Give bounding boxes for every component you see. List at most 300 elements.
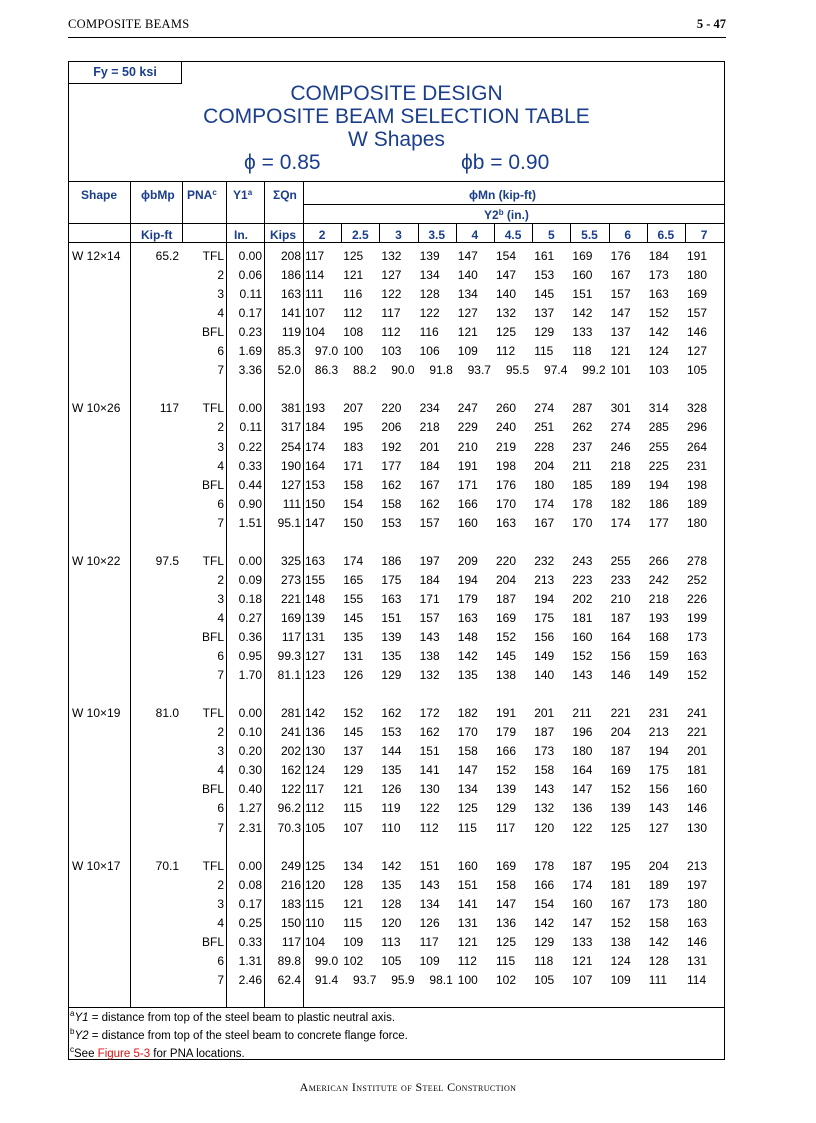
qn-cell: 202	[280, 744, 301, 759]
moment-cell: 86.3	[314, 363, 339, 378]
moment-cell: 197	[687, 877, 708, 892]
moment-cell: 149	[534, 649, 555, 664]
moment-cell: 141	[419, 763, 440, 778]
y1-cell: 0.33	[238, 458, 262, 473]
moment-cell: 163	[305, 553, 326, 568]
moment-cell: 213	[687, 858, 708, 873]
moment-cell: 127	[305, 649, 326, 664]
moment-cell: 151	[572, 287, 593, 302]
pna-cell: 2	[217, 572, 224, 587]
moment-cell: 168	[648, 630, 669, 644]
moment-cell: 115	[305, 896, 325, 911]
moment-cell: 148	[305, 591, 326, 606]
moment-cell: 134	[419, 896, 440, 911]
moment-cell: 117	[419, 934, 439, 949]
moment-cell: 93.7	[467, 363, 491, 378]
moment-cell: 152	[496, 763, 517, 778]
moment-cell: 129	[496, 801, 517, 816]
moment-cell: 204	[534, 458, 555, 473]
moment-cell: 180	[572, 744, 593, 759]
phi-factor: ϕ = 0.85	[244, 151, 321, 174]
moment-cell: 246	[610, 439, 631, 454]
moment-cell: 135	[381, 763, 402, 778]
y2-header-value: 3	[395, 228, 402, 242]
moment-cell: 125	[305, 858, 326, 873]
running-head-title: COMPOSITE BEAMS	[68, 17, 190, 31]
y2-header-value: 3.5	[428, 228, 446, 242]
moment-cell: 220	[496, 553, 517, 568]
pna-cell: 7	[217, 515, 224, 530]
moment-cell: 140	[457, 268, 478, 283]
footnote-b-mark: b	[70, 1026, 75, 1036]
moment-cell: 128	[343, 877, 364, 892]
moment-cell: 103	[648, 363, 669, 378]
moment-cell: 147	[572, 915, 593, 930]
moment-cell: 197	[419, 553, 440, 568]
moment-cell: 243	[572, 553, 593, 568]
moment-cell: 131	[457, 915, 478, 930]
moment-cell: 133	[572, 934, 593, 949]
moment-cell: 102	[343, 953, 364, 968]
moment-cell: 262	[572, 420, 593, 435]
moment-cell: 231	[648, 706, 669, 721]
moment-cell: 155	[305, 572, 326, 587]
footnote-b-symbol: Y2	[74, 1029, 89, 1042]
moment-cell: 232	[534, 553, 555, 568]
pna-cell: 7	[217, 668, 224, 683]
moment-cell: 145	[343, 725, 364, 740]
pna-cell: TFL	[202, 553, 224, 568]
moment-cell: 143	[419, 877, 440, 892]
col-divider	[130, 181, 131, 1007]
moment-cell: 156	[534, 630, 555, 644]
moment-cell: 179	[496, 725, 517, 740]
moment-cell: 126	[343, 668, 364, 683]
moment-cell: 156	[610, 649, 631, 664]
moment-cell: 167	[419, 477, 440, 492]
moment-cell: 278	[687, 553, 708, 568]
moment-cell: 184	[305, 420, 326, 435]
y1-cell: 1.51	[238, 515, 262, 530]
pna-cell: 2	[217, 420, 224, 435]
moment-cell: 201	[419, 439, 440, 454]
moment-cell: 252	[687, 572, 708, 587]
footnote-b-text: = distance from top of the steel beam to concrete flange force.	[88, 1029, 408, 1042]
moment-cell: 167	[610, 268, 631, 283]
col-divider	[182, 181, 183, 223]
y1-cell: 0.23	[238, 325, 262, 340]
moment-cell: 170	[572, 515, 593, 530]
moment-cell: 90.0	[391, 363, 415, 378]
unit-in: In.	[234, 228, 248, 242]
moment-cell: 105	[305, 820, 326, 835]
moment-cell: 193	[648, 610, 669, 625]
moment-cell: 135	[381, 649, 402, 664]
moment-cell: 274	[610, 420, 631, 435]
phi-mp-value: 70.1	[155, 858, 179, 873]
moment-cell: 176	[610, 249, 631, 263]
pna-cell: 7	[217, 363, 224, 378]
qn-cell: 208	[280, 249, 301, 263]
moment-cell: 158	[648, 915, 669, 930]
moment-cell: 164	[610, 630, 631, 644]
moment-cell: 187	[496, 591, 517, 606]
moment-cell: 128	[419, 287, 440, 302]
moment-cell: 221	[610, 706, 631, 721]
moment-cell: 99.0	[314, 953, 339, 968]
y2-header-value: 7	[700, 228, 708, 242]
moment-cell: 328	[687, 401, 708, 416]
moment-cell: 213	[534, 572, 555, 587]
qn-cell: 96.2	[277, 801, 301, 816]
moment-cell: 160	[457, 858, 478, 873]
header-y1	[233, 188, 252, 202]
footnote-c-post: for PNA locations.	[150, 1047, 245, 1060]
rule-under-title	[69, 181, 724, 182]
qn-cell: 70.3	[277, 820, 301, 835]
moment-cell: 211	[572, 458, 592, 473]
y2-header-value: 4	[471, 228, 479, 242]
moment-cell: 130	[305, 744, 326, 759]
moment-cell: 107	[343, 820, 364, 835]
qn-cell: 150	[280, 915, 301, 930]
moment-cell: 163	[381, 591, 402, 606]
moment-cell: 93.7	[353, 972, 377, 987]
moment-cell: 159	[648, 649, 669, 664]
y1-cell: 0.40	[238, 782, 262, 797]
y2-header-value: 2	[318, 228, 326, 242]
qn-cell: 216	[280, 877, 301, 892]
moment-cell: 173	[687, 630, 708, 644]
moment-cell: 158	[343, 477, 364, 492]
moment-cell: 114	[687, 972, 707, 987]
moment-cell: 184	[648, 249, 669, 263]
moment-cell: 164	[305, 458, 326, 473]
footnote-b	[68, 1025, 725, 1043]
moment-cell: 139	[419, 249, 440, 263]
moment-cell: 194	[534, 591, 555, 606]
qn-cell: 162	[280, 763, 301, 778]
moment-cell: 143	[572, 668, 593, 683]
moment-cell: 191	[496, 706, 517, 721]
moment-cell: 105	[381, 953, 402, 968]
moment-cell: 132	[534, 801, 555, 816]
moment-cell: 154	[534, 896, 555, 911]
moment-cell: 201	[687, 744, 708, 759]
moment-cell: 167	[534, 515, 555, 530]
moment-cell: 129	[343, 763, 364, 778]
pna-cell: 3	[217, 896, 224, 911]
moment-cell: 115	[457, 820, 477, 835]
moment-cell: 218	[610, 458, 631, 473]
moment-cell: 225	[648, 458, 669, 473]
moment-cell: 99.2	[582, 363, 606, 378]
moment-cell: 174	[343, 553, 364, 568]
moment-cell: 157	[419, 610, 440, 625]
moment-cell: 177	[381, 458, 402, 473]
pna-cell: 6	[217, 344, 224, 359]
moment-cell: 124	[648, 344, 669, 359]
y1-cell: 0.30	[238, 763, 262, 778]
y1-cell: 1.70	[238, 668, 262, 683]
moment-cell: 101	[610, 363, 631, 378]
y1-cell: 0.27	[238, 610, 262, 625]
moment-cell: 122	[419, 801, 440, 816]
moment-cell: 132	[496, 306, 517, 321]
moment-cell: 124	[305, 763, 326, 778]
moment-cell: 119	[381, 801, 401, 816]
moment-cell: 130	[687, 820, 708, 835]
moment-cell: 163	[457, 610, 478, 625]
moment-cell: 154	[343, 496, 364, 511]
qn-cell: 117	[281, 630, 301, 644]
moment-cell: 109	[343, 934, 364, 949]
moment-cell: 107	[305, 306, 326, 321]
phi-mp-value: 81.0	[155, 706, 179, 721]
moment-cell: 198	[496, 458, 517, 473]
moment-cell: 127	[687, 344, 708, 359]
moment-cell: 210	[457, 439, 478, 454]
moment-cell: 221	[687, 725, 708, 740]
moment-cell: 157	[419, 515, 440, 530]
moment-cell: 122	[381, 287, 402, 302]
moment-cell: 194	[648, 477, 669, 492]
pna-cell: 3	[217, 287, 224, 302]
moment-cell: 228	[534, 439, 555, 454]
qn-cell: 169	[280, 610, 301, 625]
moment-cell: 126	[419, 915, 440, 930]
header-shape: Shape	[81, 188, 118, 202]
pna-cell: TFL	[202, 706, 224, 721]
y2-header-value: 5.5	[581, 228, 598, 242]
y1-cell: 0.11	[239, 420, 262, 435]
moment-cell: 180	[687, 515, 708, 530]
moment-cell: 139	[381, 630, 402, 644]
pna-cell: BFL	[201, 934, 224, 949]
moment-cell: 152	[572, 649, 593, 664]
moment-cell: 166	[534, 877, 555, 892]
moment-cell: 109	[419, 953, 440, 968]
moment-cell: 199	[687, 610, 708, 625]
moment-cell: 287	[572, 401, 593, 416]
y1-cell: 0.10	[238, 725, 262, 740]
moment-cell: 121	[343, 268, 364, 283]
moment-cell: 204	[648, 858, 669, 873]
moment-cell: 141	[457, 896, 478, 911]
pna-cell: 6	[217, 953, 224, 968]
y1-cell: 0.11	[239, 287, 262, 302]
moment-cell: 98.1	[429, 972, 453, 987]
moment-cell: 176	[496, 477, 517, 492]
moment-cell: 142	[572, 306, 593, 321]
moment-cell: 146	[610, 668, 631, 683]
moment-cell: 158	[534, 763, 555, 778]
y1-cell: 0.09	[238, 572, 262, 587]
moment-cell: 135	[381, 877, 402, 892]
title-line-3: W Shapes	[348, 128, 445, 151]
moment-cell: 178	[572, 496, 593, 511]
shape-designation: W 10×19	[72, 706, 121, 721]
y1-cell: 0.17	[238, 896, 262, 911]
qn-cell: 183	[280, 896, 301, 911]
moment-cell: 186	[648, 496, 669, 511]
moment-cell: 255	[648, 439, 669, 454]
qn-cell: 85.3	[277, 344, 301, 359]
moment-cell: 112	[419, 820, 439, 835]
pna-cell: 2	[217, 725, 224, 740]
pna-cell: TFL	[202, 249, 224, 263]
moment-cell: 181	[687, 763, 708, 778]
moment-cell: 129	[381, 668, 402, 683]
y1-cell: 3.36	[238, 363, 262, 378]
rule-above-units	[69, 223, 724, 224]
moment-cell: 153	[381, 725, 402, 740]
moment-cell: 102	[496, 972, 517, 987]
col-divider	[182, 223, 183, 242]
y1-cell: 0.08	[238, 877, 262, 892]
moment-cell: 174	[572, 877, 593, 892]
moment-cell: 211	[572, 706, 592, 721]
moment-cell: 185	[572, 477, 593, 492]
moment-cell: 175	[381, 572, 402, 587]
moment-cell: 181	[610, 877, 631, 892]
moment-cell: 174	[534, 496, 555, 511]
moment-cell: 207	[343, 401, 364, 416]
moment-cell: 121	[457, 934, 478, 949]
moment-cell: 162	[381, 706, 402, 721]
moment-cell: 117	[305, 249, 325, 263]
moment-cell: 237	[572, 439, 593, 454]
moment-cell: 174	[305, 439, 326, 454]
moment-cell: 129	[534, 325, 555, 340]
moment-cell: 142	[648, 325, 669, 340]
footnote-c-mark: c	[70, 1044, 74, 1054]
pna-cell: 4	[217, 915, 224, 930]
moment-cell: 165	[343, 572, 364, 587]
moment-cell: 166	[496, 744, 517, 759]
y1-cell: 0.00	[238, 401, 262, 416]
pna-cell: BFL	[201, 782, 224, 797]
moment-cell: 121	[343, 782, 364, 797]
qn-cell: 81.1	[277, 668, 301, 683]
moment-cell: 121	[343, 896, 364, 911]
yield-strength-label: Fy = 50 ksi	[69, 62, 182, 84]
moment-cell: 152	[687, 668, 708, 683]
moment-cell: 192	[381, 439, 402, 454]
page-number: 5 - 47	[696, 17, 726, 31]
moment-cell: 117	[305, 782, 325, 797]
moment-cell: 169	[687, 287, 708, 302]
moment-cell: 112	[381, 325, 401, 340]
moment-cell: 143	[419, 630, 440, 644]
header-y1-text: Y1	[233, 188, 248, 202]
header-sum-qn: ΣQn	[273, 188, 297, 202]
moment-cell: 170	[457, 725, 478, 740]
moment-cell: 153	[381, 515, 402, 530]
qn-cell: 241	[280, 725, 301, 740]
moment-cell: 125	[496, 934, 517, 949]
moment-cell: 153	[305, 477, 326, 492]
pna-cell: BFL	[201, 325, 224, 340]
title-line-2: COMPOSITE BEAM SELECTION TABLE	[203, 105, 590, 128]
moment-cell: 219	[496, 439, 517, 454]
moment-cell: 127	[381, 268, 402, 283]
unit-kips: Kips	[270, 228, 297, 242]
moment-cell: 152	[610, 782, 631, 797]
qn-cell: 254	[280, 439, 301, 454]
moment-cell: 121	[610, 344, 631, 359]
header-rule	[68, 37, 726, 38]
moment-cell: 152	[648, 306, 669, 321]
pna-cell: 4	[217, 458, 224, 473]
col-divider	[456, 223, 457, 242]
moment-cell: 231	[687, 458, 708, 473]
pna-cell: BFL	[201, 630, 224, 644]
moment-cell: 169	[496, 858, 517, 873]
moment-cell: 139	[305, 610, 326, 625]
moment-cell: 240	[496, 420, 517, 435]
moment-cell: 105	[687, 363, 708, 378]
y1-cell: 0.90	[238, 496, 262, 511]
moment-cell: 180	[687, 896, 708, 911]
moment-cell: 138	[419, 649, 440, 664]
moment-cell: 162	[419, 496, 440, 511]
y1-cell: 0.44	[238, 477, 262, 492]
moment-cell: 120	[305, 877, 326, 892]
figure-5-3-link[interactable]: Figure 5-3	[97, 1047, 151, 1060]
moment-cell: 142	[305, 706, 326, 721]
moment-cell: 195	[343, 420, 364, 435]
moment-cell: 144	[381, 744, 402, 759]
moment-cell: 169	[572, 249, 593, 263]
header-y2	[484, 208, 529, 222]
y1-cell: 1.31	[238, 953, 262, 968]
moment-cell: 95.9	[391, 972, 415, 987]
moment-cell: 183	[343, 439, 364, 454]
moment-cell: 167	[610, 896, 631, 911]
moment-cell: 170	[496, 496, 517, 511]
moment-cell: 127	[648, 820, 669, 835]
y1-cell: 0.33	[238, 934, 262, 949]
moment-cell: 122	[419, 306, 440, 321]
moment-cell: 175	[648, 763, 669, 778]
moment-cell: 106	[419, 344, 440, 359]
moment-cell: 158	[496, 877, 517, 892]
col-divider	[609, 223, 610, 242]
moment-cell: 137	[534, 306, 555, 321]
col-divider	[418, 223, 419, 242]
qn-cell: 381	[280, 401, 301, 416]
moment-cell: 191	[687, 249, 708, 263]
header-phi-mp: ϕbMp	[141, 188, 175, 202]
header-pna	[187, 188, 217, 202]
moment-cell: 143	[648, 801, 669, 816]
col-divider	[341, 223, 342, 242]
qn-cell: 127	[280, 477, 301, 492]
moment-cell: 151	[419, 744, 440, 759]
selection-table	[68, 61, 725, 1060]
y1-cell: 1.69	[238, 344, 262, 359]
moment-cell: 162	[419, 725, 440, 740]
moment-cell: 138	[610, 934, 631, 949]
qn-cell: 52.0	[277, 363, 301, 378]
moment-cell: 274	[534, 401, 555, 416]
qn-cell: 95.1	[277, 515, 301, 530]
moment-cell: 140	[534, 668, 555, 683]
pna-cell: 6	[217, 801, 224, 816]
qn-cell: 62.4	[277, 972, 301, 987]
col-divider	[685, 223, 686, 242]
